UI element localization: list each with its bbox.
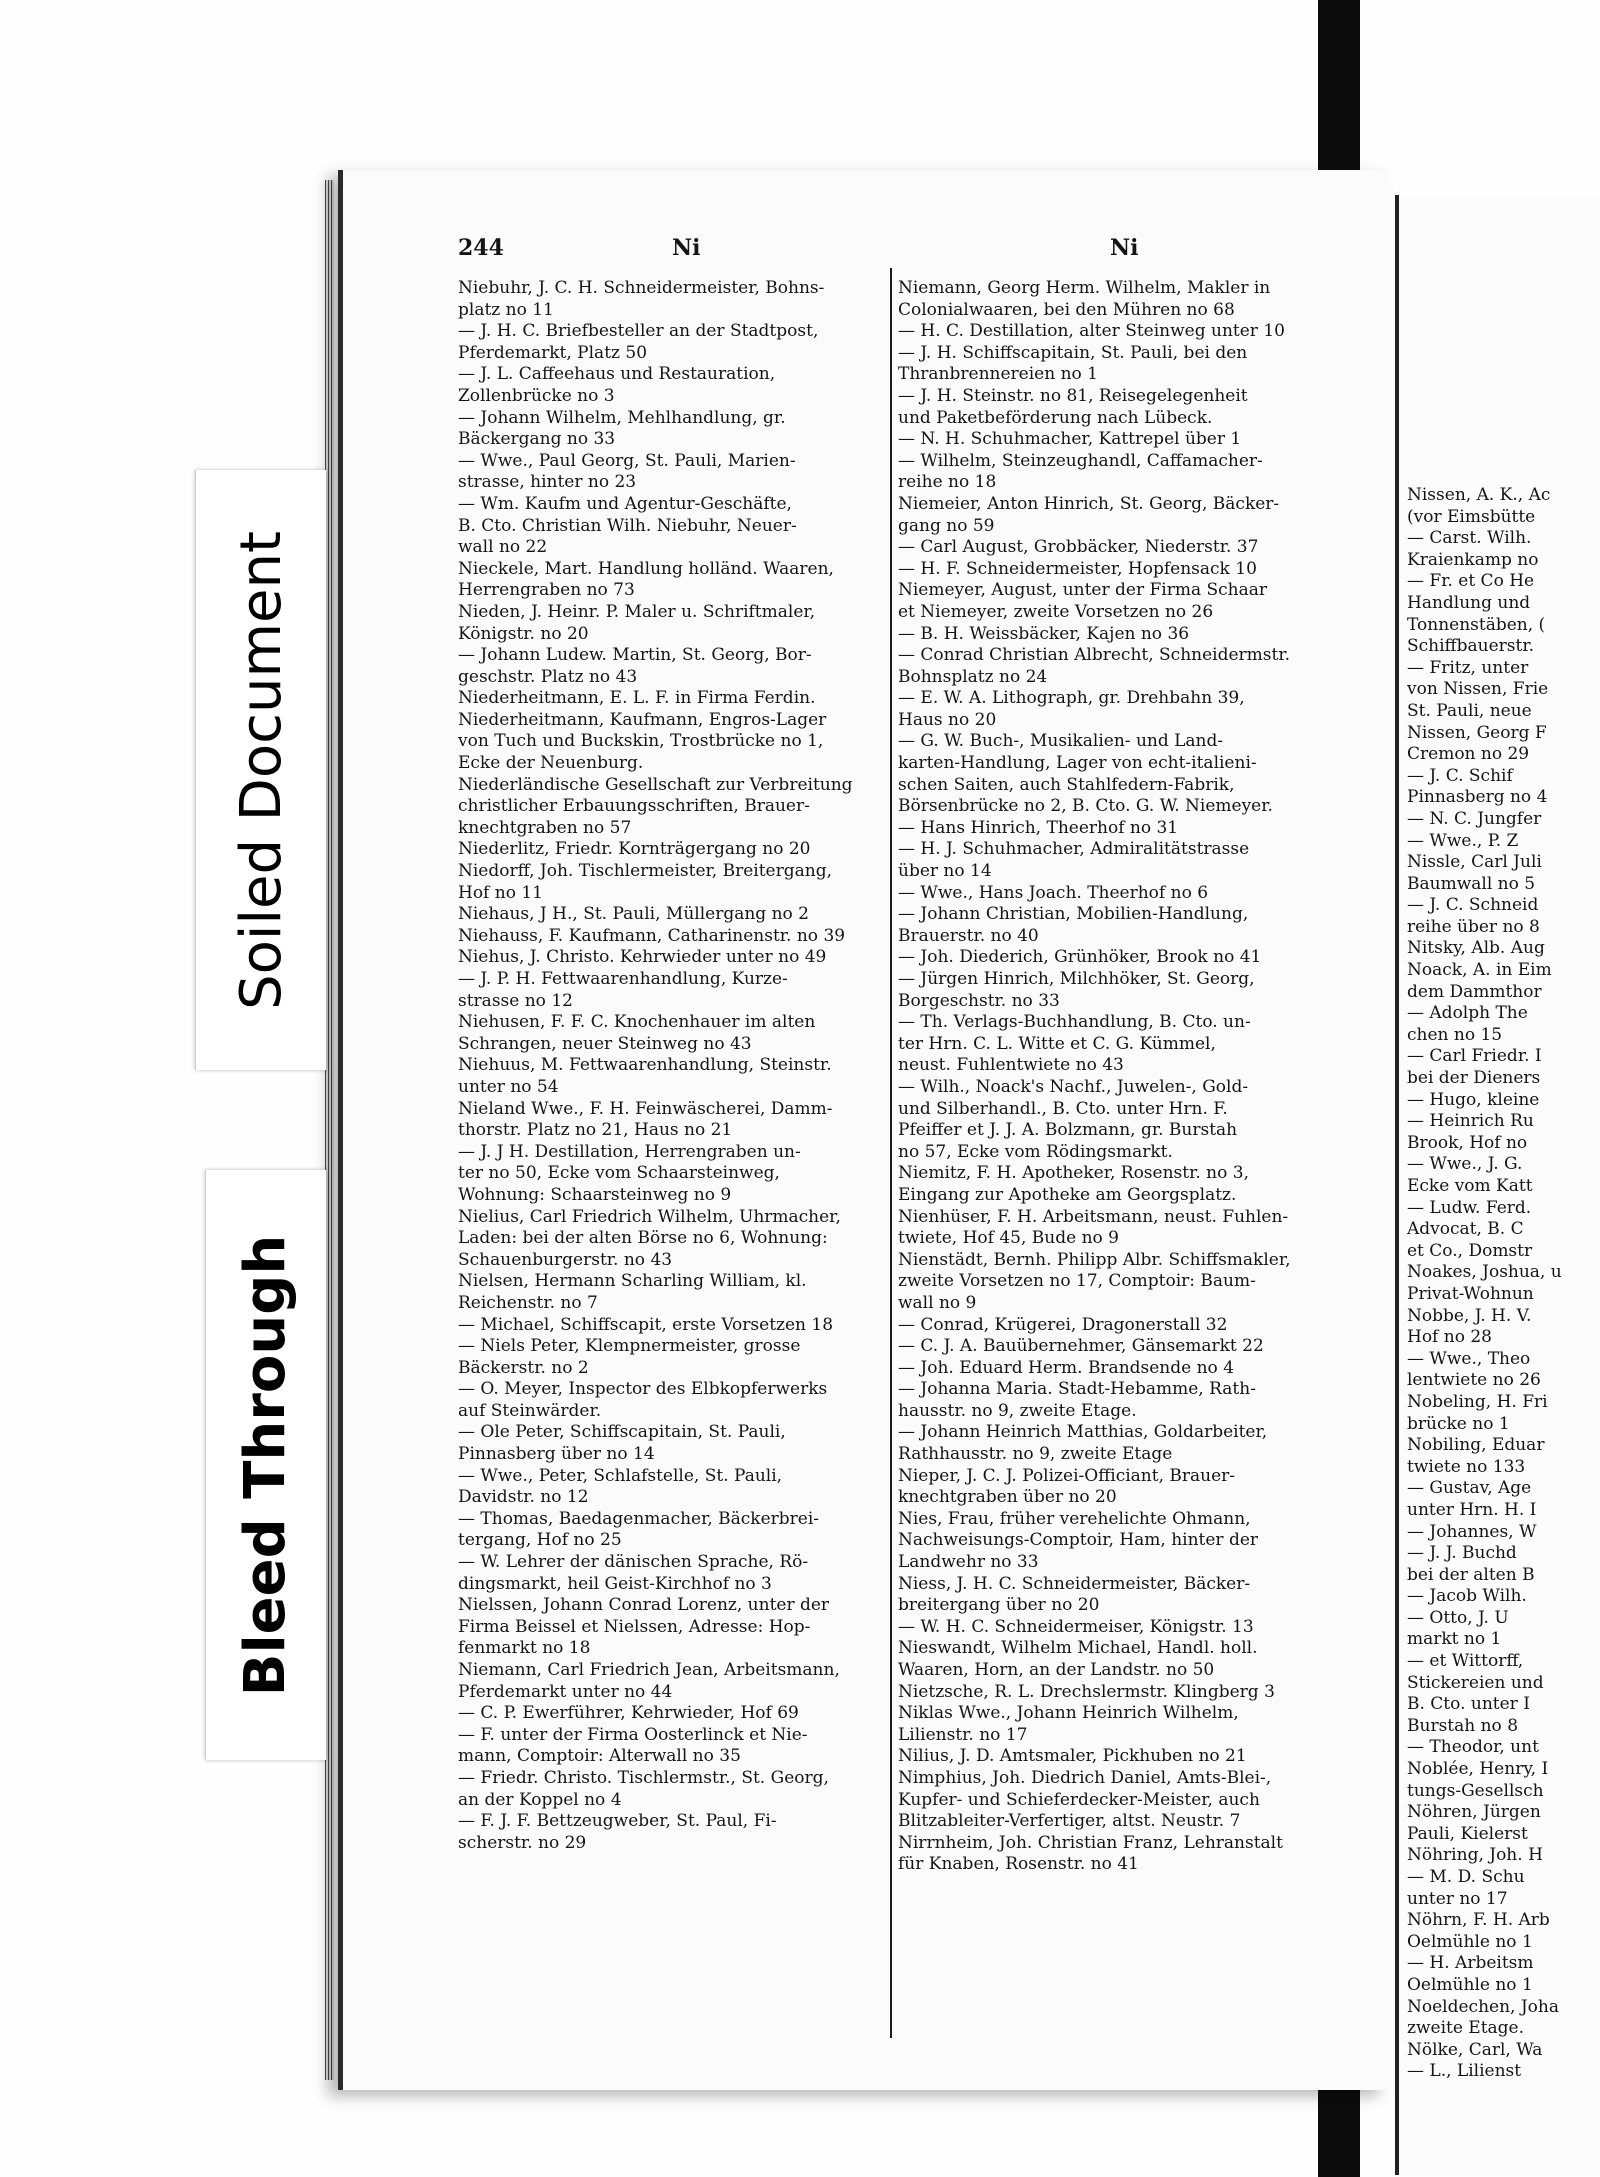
- entry-line: Niemeier, Anton Hinrich, St. Georg, Bäcker-: [898, 493, 1280, 514]
- entry-line: — Wwe., Peter, Schlafstelle, St. Pauli,: [458, 1465, 783, 1486]
- entry-line: Bäckergang no 33: [458, 429, 616, 450]
- entry-line: karten-Handlung, Lager von echt-italieni-: [898, 753, 1257, 774]
- column-divider: [890, 268, 892, 2038]
- entry-line: Blitzableiter-Verfertiger, altst. Neustr. 7: [898, 1811, 1241, 1832]
- entry-line: — Joh. Eduard Herm. Brandsende no 4: [898, 1357, 1235, 1378]
- entry-line: Brauerstr. no 40: [898, 925, 1039, 946]
- entry-line: — Hugo, kleine: [1407, 1089, 1540, 1110]
- entry-line: Nitsky, Alb. Aug: [1407, 938, 1545, 959]
- entry-line: über no 14: [898, 861, 992, 882]
- entry-line: — Ole Peter, Schiffscapitain, St. Pauli,: [458, 1422, 786, 1443]
- entry-line: — E. W. A. Lithograph, gr. Drehbahn 39,: [898, 688, 1245, 709]
- bleed-through-label: [205, 1170, 326, 1760]
- entry-line: von Nissen, Frie: [1407, 679, 1549, 700]
- entry-line: Nobeling, H. Fri: [1407, 1391, 1548, 1412]
- entry-line: tergang, Hof no 25: [458, 1530, 622, 1551]
- entry-line: Niederheitmann, E. L. F. in Firma Ferdin.: [458, 688, 816, 709]
- adjacent-page: [1395, 195, 1600, 2175]
- entry-line: Colonialwaaren, bei den Mühren no 68: [898, 299, 1235, 320]
- entry-line: — L., Lilienst: [1407, 2061, 1522, 2082]
- entry-line: schen Saiten, auch Stahlfedern-Fabrik,: [898, 774, 1235, 795]
- entry-line: Nissen, A. K., Ac: [1407, 485, 1551, 505]
- entry-line: Ecke der Neuenburg.: [458, 753, 644, 774]
- entry-line: Niehus, J. Christo. Kehrwieder unter no 49: [458, 947, 827, 968]
- entry-line: — H. C. Destillation, alter Steinweg unter 10: [898, 321, 1285, 342]
- entry-line: unter no 17: [1407, 1888, 1508, 1909]
- entry-line: — Johann Wilhelm, Mehlhandlung, gr.: [458, 407, 786, 428]
- entry-line: geschstr. Platz no 43: [458, 666, 638, 687]
- entry-line: Bohnsplatz no 24: [898, 666, 1048, 687]
- entry-line: Nöhren, Jürgen: [1407, 1802, 1541, 1823]
- next-page-column: [1407, 485, 1600, 2083]
- entry-line: Oelmühle no 1: [1407, 1931, 1533, 1952]
- entry-line: zweite Vorsetzen no 17, Comptoir: Baum-: [898, 1271, 1256, 1292]
- entry-line: — Otto, J. U: [1407, 1607, 1509, 1628]
- entry-line: — Friedr. Christo. Tischlermstr., St. Georg,: [458, 1767, 829, 1788]
- entry-line: Cremon no 29: [1407, 744, 1530, 765]
- entry-line: Königstr. no 20: [458, 623, 589, 644]
- entry-line: Nielsen, Hermann Scharling William, kl.: [458, 1271, 807, 1292]
- entry-line: St. Pauli, neue: [1407, 700, 1532, 721]
- entry-line: Nienhüser, F. H. Arbeitsmann, neust. Fuhlen-: [898, 1206, 1289, 1227]
- entry-line: — J. L. Caffeehaus und Restauration,: [458, 364, 776, 385]
- entry-line: — Johannes, W: [1407, 1521, 1537, 1542]
- bleed-label-text: Bleed Through: [233, 1234, 299, 1696]
- entry-line: — Heinrich Ru: [1407, 1111, 1534, 1132]
- entry-line: für Knaben, Rosenstr. no 41: [898, 1854, 1139, 1875]
- running-head-right: Ni: [1110, 235, 1139, 261]
- page-number: 244: [458, 235, 504, 261]
- entry-line: Tonnenstäben, (: [1407, 614, 1546, 635]
- entry-line: Waaren, Horn, an der Landstr. no 50: [898, 1660, 1215, 1680]
- directory-column-right: [898, 278, 1356, 1876]
- entry-line: strasse no 12: [458, 990, 573, 1011]
- entry-line: — Joh. Diederich, Grünhöker, Brook no 41: [898, 947, 1262, 968]
- entry-line: — Carst. Wilh.: [1407, 528, 1532, 549]
- entry-line: Noack, A. in Eim: [1407, 960, 1552, 981]
- entry-line: Borgeschstr. no 33: [898, 990, 1060, 1011]
- entry-line: Lilienstr. no 17: [898, 1724, 1028, 1745]
- entry-line: von Tuch und Buckskin, Trostbrücke no 1,: [458, 731, 824, 752]
- entry-line: Nachweisungs-Comptoir, Ham, hinter der: [898, 1530, 1259, 1551]
- entry-line: Nölke, Carl, Wa: [1407, 2039, 1543, 2060]
- entry-line: Nobbe, J. H. V.: [1407, 1305, 1532, 1326]
- entry-line: Oelmühle no 1: [1407, 1974, 1533, 1995]
- entry-line: Landwehr no 33: [898, 1552, 1039, 1573]
- soiled-label-text: Soiled Document: [228, 530, 294, 1010]
- entry-line: Niehusen, F. F. C. Knochenhauer im alten: [458, 1012, 816, 1033]
- entry-line: — C. P. Ewerführer, Kehrwieder, Hof 69: [458, 1703, 799, 1724]
- entry-line: Niemitz, F. H. Apotheker, Rosenstr. no 3,: [898, 1163, 1249, 1184]
- entry-line: — Jürgen Hinrich, Milchhöker, St. Georg,: [898, 969, 1255, 989]
- entry-line: knechtgraben no 57: [458, 817, 632, 838]
- entry-line: Niederländische Gesellschaft zur Verbreitung: [458, 774, 853, 795]
- entry-line: Laden: bei der alten Börse no 6, Wohnung:: [458, 1228, 828, 1249]
- entry-line: Niehauss, F. Kaufmann, Catharinenstr. no 39: [458, 925, 846, 946]
- entry-line: — N. C. Jungfer: [1407, 808, 1542, 829]
- entry-line: Nielssen, Johann Conrad Lorenz, unter der: [458, 1595, 830, 1616]
- entry-line: Pinnasberg über no 14: [458, 1444, 655, 1465]
- entry-line: Pferdemarkt unter no 44: [458, 1681, 673, 1702]
- entry-line: tungs-Gesellsch: [1407, 1780, 1544, 1801]
- entry-line: Hof no 11: [458, 882, 543, 903]
- entry-line: Nilius, J. D. Amtsmaler, Pickhuben no 21: [898, 1746, 1247, 1767]
- entry-line: Nimphius, Joh. Diedrich Daniel, Amts-Blei-,: [898, 1767, 1272, 1788]
- entry-line: — Ludw. Ferd.: [1407, 1197, 1532, 1218]
- entry-line: et Niemeyer, zweite Vorsetzen no 26: [898, 601, 1214, 622]
- entry-line: Schrangen, neuer Steinweg no 43: [458, 1033, 752, 1054]
- entry-line: — J. C. Schif: [1407, 765, 1513, 786]
- entry-line: Wohnung: Schaarsteinweg no 9: [458, 1184, 732, 1205]
- directory-column-left: [458, 278, 886, 1854]
- entry-line: fenmarkt no 18: [458, 1638, 591, 1659]
- entry-line: — J. C. Schneid: [1407, 895, 1539, 916]
- entry-line: Nietzsche, R. L. Drechslermstr. Klingberg 3: [898, 1681, 1275, 1702]
- entry-line: — J. H. Schiffscapitain, St. Pauli, bei den: [898, 342, 1248, 363]
- entry-line: Brook, Hof no: [1407, 1132, 1528, 1153]
- entry-line: Privat-Wohnun: [1407, 1283, 1534, 1304]
- entry-line: — Wm. Kaufm und Agentur-Geschäfte,: [458, 493, 792, 514]
- entry-line: Pauli, Kielerst: [1407, 1823, 1528, 1844]
- entry-line: Bäckerstr. no 2: [458, 1357, 589, 1378]
- entry-line: — J. H. C. Briefbesteller an der Stadtpost,: [458, 321, 819, 342]
- entry-line: Pfeiffer et J. J. A. Bolzmann, gr. Burstah: [898, 1120, 1238, 1141]
- entry-line: Niklas Wwe., Johann Heinrich Wilhelm,: [898, 1703, 1239, 1724]
- entry-line: twiete no 133: [1407, 1456, 1526, 1477]
- entry-line: Zollenbrücke no 3: [458, 385, 615, 406]
- entry-line: scherstr. no 29: [458, 1832, 587, 1853]
- entry-line: wall no 22: [458, 537, 548, 558]
- entry-line: — Johann Ludew. Martin, St. Georg, Bor-: [458, 645, 812, 666]
- entry-line: bei der Dieners: [1407, 1068, 1541, 1089]
- entry-line: — M. D. Schu: [1407, 1867, 1525, 1887]
- entry-line: Davidstr. no 12: [458, 1487, 589, 1508]
- entry-line: Nienstädt, Bernh. Philipp Albr. Schiffsmakler,: [898, 1249, 1291, 1270]
- entry-line: — W. H. C. Schneidermeiser, Königstr. 13: [898, 1616, 1254, 1637]
- entry-line: Reichenstr. no 7: [458, 1292, 598, 1313]
- running-head-left: Ni: [672, 235, 701, 261]
- entry-line: — F. J. F. Bettzeugweber, St. Paul, Fi-: [458, 1811, 777, 1832]
- entry-line: ter Hrn. C. L. Witte et C. G. Kümmel,: [898, 1033, 1216, 1054]
- entry-line: unter Hrn. H. I: [1407, 1499, 1537, 1520]
- entry-line: Nissle, Carl Juli: [1407, 852, 1542, 873]
- entry-line: Nobiling, Eduar: [1407, 1435, 1545, 1456]
- entry-line: neust. Fuhlentwiete no 43: [898, 1055, 1124, 1076]
- entry-line: Nieckele, Mart. Handlung holländ. Waaren,: [458, 558, 834, 579]
- entry-line: — Wwe., J. G.: [1407, 1154, 1523, 1175]
- entry-line: Advocat, B. C: [1407, 1219, 1524, 1240]
- entry-line: Kraienkamp no: [1407, 549, 1539, 570]
- entry-line: Nissen, Georg F: [1407, 722, 1547, 743]
- entry-line: — Wwe., Hans Joach. Theerhof no 6: [898, 882, 1209, 903]
- entry-line: — Wilh., Noack's Nachf., Juwelen-, Gold-: [898, 1076, 1249, 1097]
- entry-line: strasse, hinter no 23: [458, 472, 637, 493]
- entry-line: — Wwe., Theo: [1407, 1348, 1531, 1369]
- entry-line: Niemeyer, August, unter der Firma Schaar: [898, 580, 1268, 601]
- entry-line: knechtgraben über no 20: [898, 1487, 1117, 1508]
- entry-line: — G. W. Buch-, Musikalien- und Land-: [898, 731, 1224, 752]
- entry-line: Rathhausstr. no 9, zweite Etage: [898, 1444, 1173, 1465]
- entry-line: Niederlitz, Friedr. Kornträgergang no 20: [458, 839, 811, 860]
- entry-line: — Conrad, Krügerei, Dragonerstall 32: [898, 1314, 1228, 1335]
- entry-line: reihe no 18: [898, 472, 997, 493]
- entry-line: Stickereien und: [1407, 1672, 1544, 1693]
- entry-line: ter no 50, Ecke vom Schaarsteinweg,: [458, 1163, 780, 1184]
- entry-line: Nieland Wwe., F. H. Feinwäscherei, Damm-: [458, 1098, 833, 1119]
- entry-line: — H. Arbeitsm: [1407, 1953, 1534, 1974]
- entry-line: Börsenbrücke no 2, B. Cto. G. W. Niemeyer.: [898, 796, 1273, 817]
- entry-line: Noblée, Henry, I: [1407, 1759, 1549, 1780]
- entry-line: Ecke vom Katt: [1407, 1176, 1533, 1196]
- entry-line: — Wilhelm, Steinzeughandl, Caffamacher-: [898, 450, 1263, 471]
- entry-line: Nirrnheim, Joh. Christian Franz, Lehranstalt: [898, 1832, 1283, 1853]
- entry-line: breitergang über no 20: [898, 1595, 1100, 1616]
- entry-line: — Adolph The: [1407, 1003, 1528, 1024]
- entry-line: Burstah no 8: [1407, 1715, 1519, 1736]
- entry-line: mann, Comptoir: Alterwall no 35: [458, 1746, 741, 1767]
- entry-line: (vor Eimsbütte: [1407, 506, 1536, 527]
- entry-line: platz no 11: [458, 299, 554, 320]
- entry-line: Nieswandt, Wilhelm Michael, Handl. holl.: [898, 1638, 1258, 1659]
- entry-line: — Niels Peter, Klempnermeister, grosse: [458, 1336, 801, 1357]
- entry-line: B. Cto. Christian Wilh. Niebuhr, Neuer-: [458, 515, 797, 536]
- entry-line: Eingang zur Apotheke am Georgsplatz.: [898, 1184, 1237, 1205]
- entry-line: — J. P. H. Fettwaarenhandlung, Kurze-: [458, 969, 788, 989]
- entry-line: — J. J. Buchd: [1407, 1543, 1517, 1564]
- entry-line: Nielius, Carl Friedrich Wilhelm, Uhrmacher,: [458, 1206, 841, 1227]
- entry-line: thorstr. Platz no 21, Haus no 21: [458, 1120, 733, 1141]
- entry-line: — F. unter der Firma Oosterlinck et Nie-: [458, 1724, 808, 1745]
- entry-line: Haus no 20: [898, 709, 997, 730]
- entry-line: Niebuhr, J. C. H. Schneidermeister, Bohns-: [458, 278, 825, 298]
- entry-line: dem Dammthor: [1407, 981, 1542, 1002]
- entry-line: markt no 1: [1407, 1629, 1502, 1650]
- entry-line: Nies, Frau, früher verehelichte Ohmann,: [898, 1508, 1251, 1529]
- entry-line: brücke no 1: [1407, 1413, 1510, 1434]
- entry-line: — Wwe., Paul Georg, St. Pauli, Marien-: [458, 450, 796, 471]
- entry-line: Thranbrennereien no 1: [898, 364, 1098, 385]
- entry-line: no 57, Ecke vom Rödingsmarkt.: [898, 1141, 1173, 1162]
- entry-line: Hof no 28: [1407, 1327, 1492, 1348]
- entry-line: Handlung und: [1407, 592, 1531, 613]
- entry-line: Kupfer- und Schieferdecker-Meister, auch: [898, 1789, 1260, 1810]
- entry-line: Schauenburgerstr. no 43: [458, 1249, 673, 1270]
- entry-line: Niemann, Carl Friedrich Jean, Arbeitsmann,: [458, 1660, 840, 1680]
- entry-line: — Theodor, unt: [1407, 1737, 1539, 1758]
- entry-line: twiete, Hof 45, Bude no 9: [898, 1228, 1119, 1249]
- entry-line: — N. H. Schuhmacher, Kattrepel über 1: [898, 429, 1242, 450]
- entry-line: Nieden, J. Heinr. P. Maler u. Schriftmaler,: [458, 601, 816, 622]
- entry-line: wall no 9: [898, 1292, 977, 1313]
- entry-line: — Wwe., P. Z: [1407, 830, 1519, 851]
- entry-line: — Thomas, Baedagenmacher, Bäckerbrei-: [458, 1508, 820, 1529]
- entry-line: Niehuus, M. Fettwaarenhandlung, Steinstr.: [458, 1055, 832, 1076]
- entry-line: Firma Beissel et Nielssen, Adresse: Hop-: [458, 1616, 811, 1637]
- entry-line: — Carl August, Grobbäcker, Niederstr. 37: [898, 537, 1259, 558]
- entry-line: — Fr. et Co He: [1407, 571, 1535, 592]
- entry-line: — O. Meyer, Inspector des Elbkopferwerks: [458, 1379, 828, 1400]
- entry-line: dingsmarkt, heil Geist-Kirchhof no 3: [458, 1573, 772, 1594]
- entry-line: und Paketbeförderung nach Lübeck.: [898, 407, 1213, 428]
- entry-line: Niedorff, Joh. Tischlermeister, Breitergang,: [458, 861, 832, 882]
- entry-line: Nieper, J. C. J. Polizei-Officiant, Brauer-: [898, 1465, 1236, 1486]
- entry-line: et Co., Domstr: [1407, 1240, 1533, 1261]
- entry-line: — Gustav, Age: [1407, 1478, 1532, 1499]
- entry-line: auf Steinwärder.: [458, 1400, 602, 1421]
- entry-line: Nöhrn, F. H. Arb: [1407, 1910, 1550, 1931]
- entry-line: und Silberhandl., B. Cto. unter Hrn. F.: [898, 1098, 1228, 1119]
- entry-line: — Hans Hinrich, Theerhof no 31: [898, 817, 1179, 838]
- entry-line: Schiffbauerstr.: [1407, 636, 1535, 657]
- entry-line: Noeldechen, Joha: [1407, 1996, 1559, 2017]
- entry-line: Niemann, Georg Herm. Wilhelm, Makler in: [898, 278, 1271, 298]
- entry-line: Noakes, Joshua, u: [1407, 1262, 1562, 1283]
- entry-line: Pinnasberg no 4: [1407, 787, 1548, 808]
- entry-line: — Jacob Wilh.: [1407, 1586, 1527, 1607]
- entry-line: Baumwall no 5: [1407, 873, 1536, 894]
- entry-line: — et Wittorff,: [1407, 1651, 1524, 1672]
- entry-line: — Conrad Christian Albrecht, Schneidermstr.: [898, 645, 1291, 666]
- entry-line: hausstr. no 9, zweite Etage.: [898, 1400, 1137, 1421]
- entry-line: — W. Lehrer der dänischen Sprache, Rö-: [458, 1552, 809, 1573]
- entry-line: — Carl Friedr. I: [1407, 1046, 1542, 1067]
- entry-line: unter no 54: [458, 1076, 559, 1097]
- entry-line: an der Koppel no 4: [458, 1789, 622, 1810]
- entry-line: — B. H. Weissbäcker, Kajen no 36: [898, 623, 1190, 644]
- entry-line: chen no 15: [1407, 1024, 1503, 1045]
- entry-line: Niederheitmann, Kaufmann, Engros-Lager: [458, 709, 827, 730]
- entry-line: lentwiete no 26: [1407, 1370, 1541, 1391]
- entry-line: Pferdemarkt, Platz 50: [458, 342, 648, 363]
- entry-line: Niehaus, J H., St. Pauli, Müllergang no 2: [458, 904, 809, 925]
- entry-line: — Johann Heinrich Matthias, Goldarbeiter,: [898, 1422, 1268, 1443]
- entry-line: christlicher Erbauungsschriften, Brauer-: [458, 796, 810, 817]
- entry-line: — Johann Christian, Mobilien-Handlung,: [898, 904, 1249, 925]
- entry-line: — Fritz, unter: [1407, 657, 1529, 678]
- entry-line: — Michael, Schiffscapit, erste Vorsetzen 18: [458, 1314, 834, 1335]
- entry-line: Niess, J. H. C. Schneidermeister, Bäcker-: [898, 1573, 1251, 1594]
- entry-line: Herrengraben no 73: [458, 580, 635, 601]
- entry-line: — Th. Verlags-Buchhandlung, B. Cto. un-: [898, 1012, 1251, 1033]
- entry-line: — C. J. A. Bauübernehmer, Gänsemarkt 22: [898, 1336, 1264, 1357]
- entry-line: — H. F. Schneidermeister, Hopfensack 10: [898, 558, 1257, 579]
- entry-line: — J. H. Steinstr. no 81, Reisegelegenheit: [898, 385, 1248, 406]
- entry-line: Nöhring, Joh. H: [1407, 1845, 1543, 1866]
- entry-line: zweite Etage.: [1407, 2018, 1525, 2039]
- entry-line: — H. J. Schuhmacher, Admiralitätstrasse: [898, 839, 1250, 860]
- entry-line: gang no 59: [898, 515, 995, 536]
- entry-line: reihe über no 8: [1407, 916, 1540, 937]
- page-stack-edge: [325, 180, 334, 2080]
- entry-line: bei der alten B: [1407, 1564, 1535, 1585]
- entry-line: — J. J H. Destillation, Herrengraben un-: [458, 1141, 801, 1162]
- entry-line: B. Cto. unter I: [1407, 1694, 1530, 1715]
- soiled-document-label: [195, 470, 326, 1070]
- entry-line: — Johanna Maria. Stadt-Hebamme, Rath-: [898, 1379, 1256, 1400]
